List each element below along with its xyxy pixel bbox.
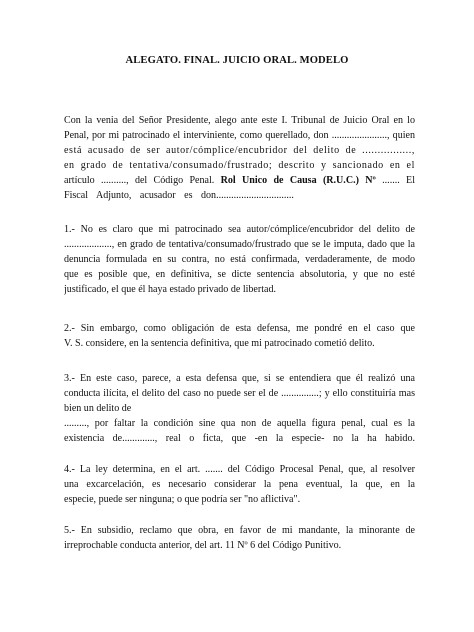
paragraph-4 [64, 462, 415, 507]
text-line: bien un delito de [64, 403, 132, 414]
text-line: en grado de tentativa/consumado/frustrado; descrito y sancionado en el [64, 160, 415, 171]
text-line: V. S. considere, en la sentencia definitiva, que mi patrocinado cometió delito. [64, 338, 375, 349]
text-fragment: artículo .........., del Código Penal. [64, 175, 215, 186]
text-line: está acusado de ser autor/cómplice/encubridor del delito de ................, [64, 145, 415, 156]
text-line: que es posible que, en definitiva, se dicte sentencia absolutoria, y que no esté [64, 269, 415, 280]
document-title: ALEGATO. FINAL. JUICIO ORAL. MODELO [125, 55, 349, 66]
text-line: ..................., en grado de tentativa/consumado/frustrado que se le imputa, dado que la [64, 239, 415, 250]
text-line: especie, puede ser ninguna; o que podría ser "no aflictiva". [64, 494, 301, 505]
text-fragment: ....... El [382, 175, 415, 186]
paragraph-3 [64, 371, 415, 446]
text-line: 3.- En este caso, parece, a esta defensa que, si se entendiera que él realizó una [64, 373, 415, 384]
text-line: 4.- La ley determina, en el art. ....... del Código Procesal Penal, que, al resolver [64, 464, 415, 475]
text-line: Penal, por mi patrocinado el interviniente, como querellado, don ......................, quien [64, 130, 415, 141]
text-line: 1.- No es claro que mi patrocinado sea autor/cómplice/encubridor del delito de [64, 224, 415, 235]
ruc-label: Rol Unico de Causa (R.U.C.) Nº [220, 175, 376, 186]
text-line: justificado, el que él haya estado privado de libertad. [64, 284, 277, 295]
text-line: 5.- En subsidio, reclamo que obra, en favor de mi mandante, la minorante de [64, 525, 415, 536]
text-line: denuncia formulada en su contra, no está confirmada, verdaderamente, de modo [64, 254, 415, 265]
text-line: irreprochable conducta anterior, del art. 11 Nº 6 del Código Punitivo. [64, 540, 342, 551]
text-line: conducta ilícita, el delito del caso no puede ser el de ...............; y ello constituiría mas [64, 388, 415, 399]
paragraph-1 [64, 222, 415, 297]
paragraph-5 [64, 523, 415, 553]
text-line: una excarcelación, es necesario considerar la pena eventual, la que, en la [64, 479, 415, 490]
intro-paragraph [64, 113, 415, 203]
text-line [64, 173, 415, 188]
text-line: existencia de............., real o ficta, que -en la especie- no la ha habido. [64, 433, 415, 444]
text-line: Con la venia del Señor Presidente, alego ante este I. Tribunal de Juicio Oral en lo [64, 115, 415, 126]
text-line: ........., por faltar la condición sine qua non de aquella figura penal, cual es la [64, 418, 415, 429]
text-line: Fiscal Adjunto, acusador es don............................... [64, 190, 294, 201]
paragraph-2 [64, 321, 415, 351]
text-line: 2.- Sin embargo, como obligación de esta defensa, me pondré en el caso que [64, 323, 415, 334]
